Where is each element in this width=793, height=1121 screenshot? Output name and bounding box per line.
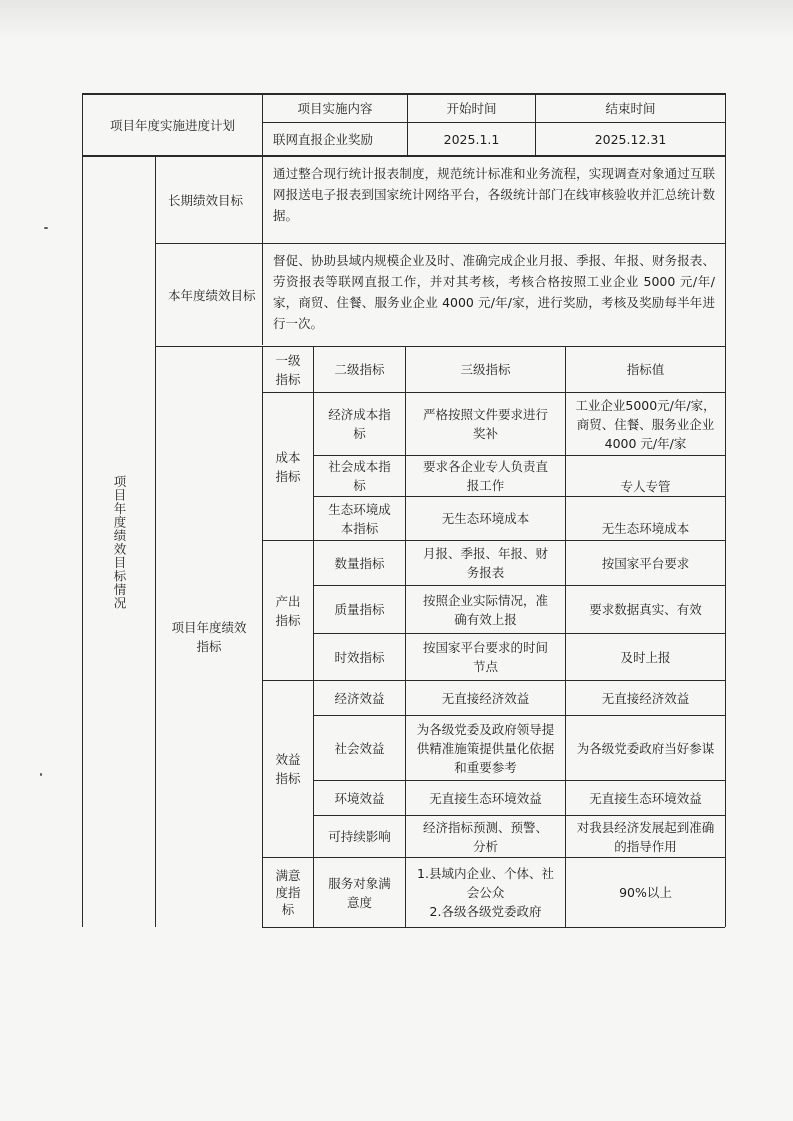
annual-label: 本年度绩效目标 [168,287,256,303]
level2-cell: 经济效益 [334,690,385,706]
value-cell: 90%以上 [619,885,672,900]
value-cell: 对我县经济发展起到准确的指导作用 [576,819,715,854]
level2-cell: 生态环境成本指标 [328,501,391,536]
level1-output: 产出指标 [275,593,301,628]
level1-cost: 成本指标 [275,449,301,484]
level3-cell: 按国家平台要求的时间节点 [422,640,548,674]
scan-speck [44,227,48,229]
level2-cell: 社会成本指标 [328,459,391,493]
header-level3: 三级指标 [460,362,511,377]
col-header-start: 开始时间 [446,101,497,116]
scan-speck [40,773,42,776]
level3-cell: 要求各企业专人负责直报工作 [422,459,548,493]
value-cell: 及时上报 [620,649,671,665]
value-cell: 按国家平台要求 [601,555,690,571]
value-cell: 无生态环境成本 [601,521,690,536]
value-cell: 要求数据真实、有效 [589,602,702,617]
level2-cell: 服务对象满意度 [328,875,391,910]
level3-cell: 经济指标预测、预警、分析 [422,819,548,854]
long-term-label: 长期绩效目标 [168,192,244,208]
section-label: 项目年度绩效目标情况 [112,474,127,610]
value-cell: 无直接生态环境效益 [589,790,702,806]
annual-text: 督促、协助县域内规模企业及时、准确完成企业月报、季报、年报、财务报表、劳资报表等联网直报工作，并对其考核，考核合格按照工业企业 5000 元/年/家，商贸、住餐、服务业企业 4000 元/年/家，进行奖励，考核及奖励每半年进行一次。 [273,253,715,331]
level3-cell: 严格按照文件要求进行奖补 [422,407,548,441]
plan-label: 项目年度实施进度计划 [109,117,235,133]
level3-cell: 无生态环境成本 [441,511,530,526]
value-cell: 专人专管 [620,478,671,494]
value-cell: 无直接经济效益 [601,690,690,706]
level2-cell: 时效指标 [334,649,385,665]
value-cell: 为各级党委政府当好参谋 [576,740,715,756]
level3-cell: 为各级党委及政府领导提供精准施策提供量化依据和重要参考 [416,721,555,775]
level2-cell: 环境效益 [334,790,385,806]
level3-cell: 无直接经济效益 [441,690,530,706]
long-term-text: 通过整合现行统计报表制度，规范统计标准和业务流程，实现调查对象通过互联网报送电子报表到国家统计网络平台，各级统计部门在线审核验收并汇总统计数据。 [273,166,715,223]
level2-cell: 经济成本指标 [328,407,391,441]
level2-cell: 可持续影响 [328,829,391,844]
level1-satisfaction: 满意度指标 [275,868,301,917]
header-level2: 二级指标 [334,362,385,377]
level2-cell: 质量指标 [334,602,385,617]
header-level1: 一级指标 [275,352,301,387]
col-header-content: 项目实施内容 [297,101,373,116]
level3-cell: 1.县域内企业、个体、社会公众 2.各级各级党委政府 [417,866,554,919]
level2-cell: 社会效益 [334,740,385,756]
indicator-section-label: 项目年度绩效指标 [171,620,247,654]
level3-cell: 无直接生态环境效益 [429,790,542,806]
level2-cell: 数量指标 [334,555,385,571]
header-value: 指标值 [626,362,665,377]
level1-benefit: 效益指标 [275,752,301,786]
level3-cell: 月报、季报、年报、财务报表 [422,546,548,580]
start-date: 2025.1.1 [443,131,500,147]
col-header-end: 结束时间 [605,101,656,116]
level3-cell: 按照企业实际情况，准确有效上报 [422,592,548,627]
end-date: 2025.12.31 [594,131,667,147]
value-cell: 工业企业5000元/年/家，商贸、住餐、服务业企业 4000 元/年/家 [575,397,716,451]
content-value: 联网直报企业奖励 [273,131,374,147]
